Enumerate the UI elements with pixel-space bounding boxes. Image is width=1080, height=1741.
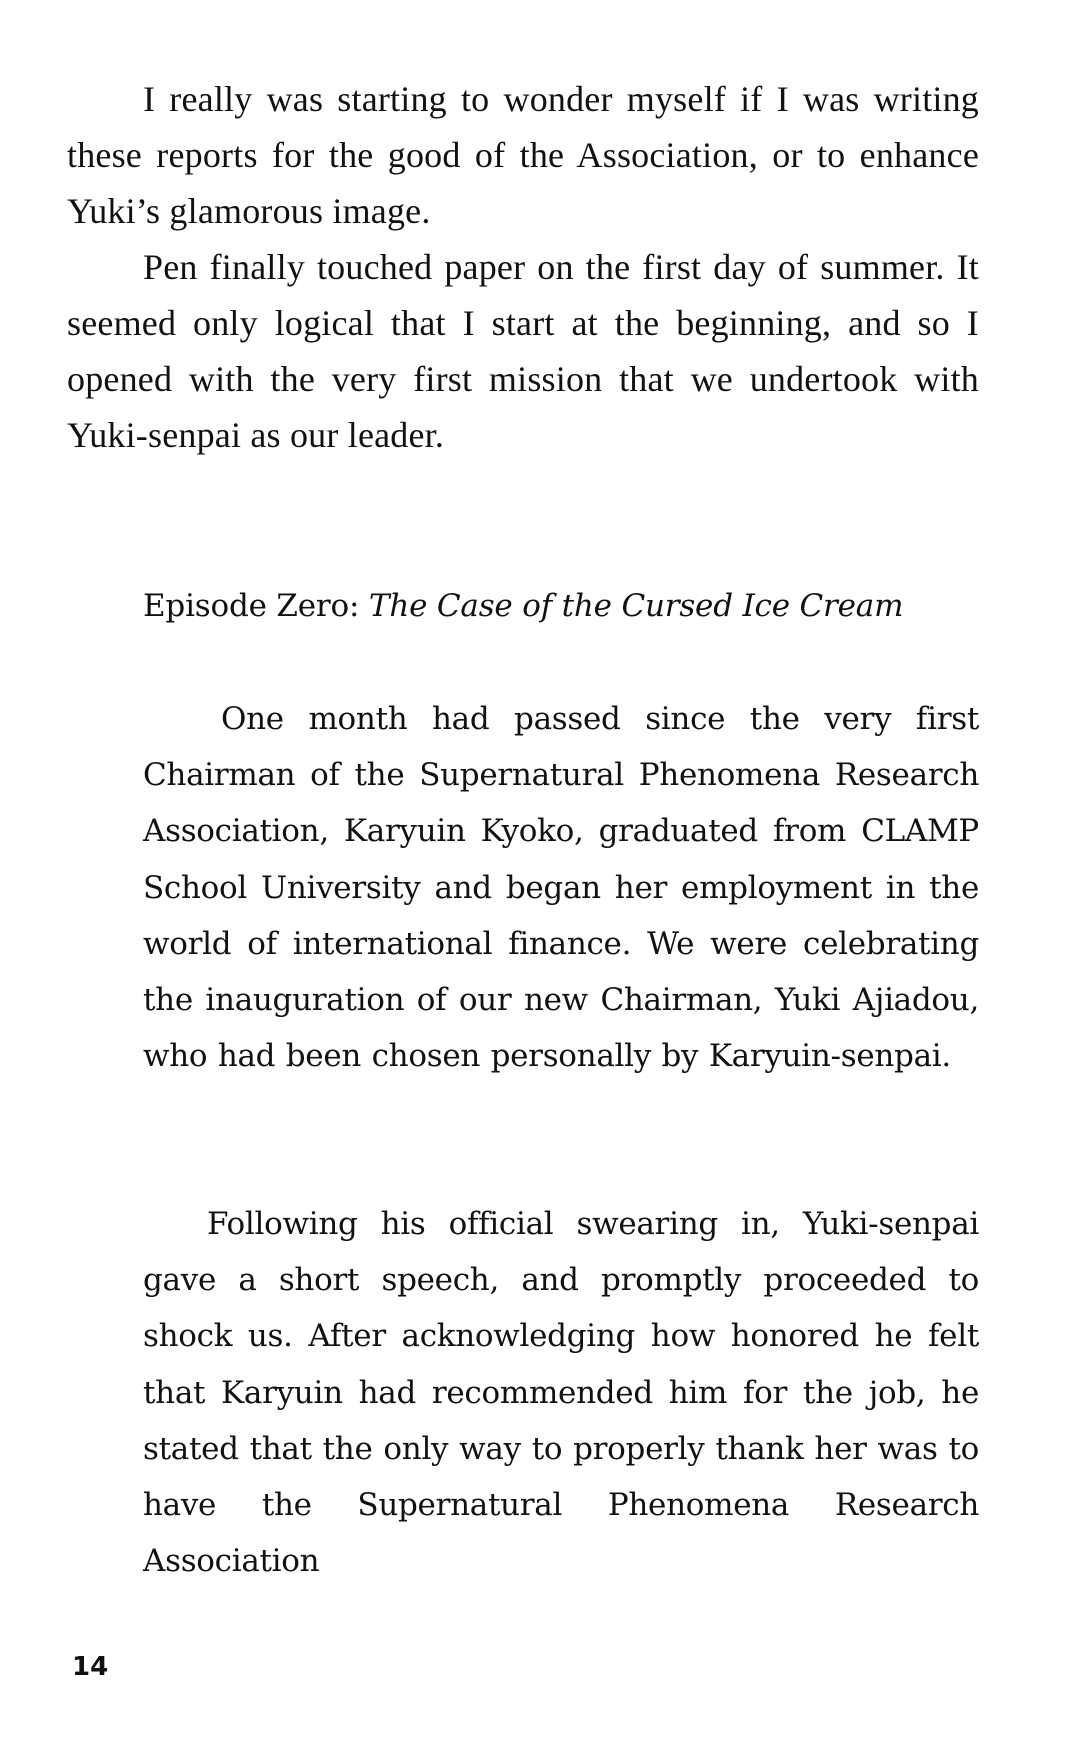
intro-paragraph-1: I really was starting to wonder myself if I was writing these reports for the good of the Association, or to enhance Yuki’s glamorous image. — [67, 79, 979, 231]
page-number: 14 — [72, 1652, 109, 1682]
story-paragraph-1: One month had passed since the very first Chairman of the Supernatural Phenomena Research Association, Karyuin Kyoko, graduated from CLAMP School University and began her employment in the world of international finance. We were celebrating the inauguration of our new Chairman, Yuki Ajiadou, who had been chosen personally by Karyuin-senpai. — [143, 701, 979, 1075]
episode-title: The Case of the Cursed Ice Cream — [368, 588, 904, 624]
episode-heading — [143, 578, 979, 634]
episode-label: Episode Zero: — [143, 588, 360, 624]
story-paragraph-2: Following his official swearing in, Yuki-senpai gave a short speech, and promptly proceeded to shock us. After acknowledging how honored he felt that Karyuin had recommended him for the job, he stated that the only way to properly thank her was to have the Supernatural Phenomena Research Association — [143, 1206, 979, 1580]
intro-paragraph-2: Pen finally touched paper on the first day of summer. It seemed only logical that I start at the beginning, and so I opened with the very first mission that we undertook with Yuki-senpai as our leader. — [67, 247, 979, 455]
